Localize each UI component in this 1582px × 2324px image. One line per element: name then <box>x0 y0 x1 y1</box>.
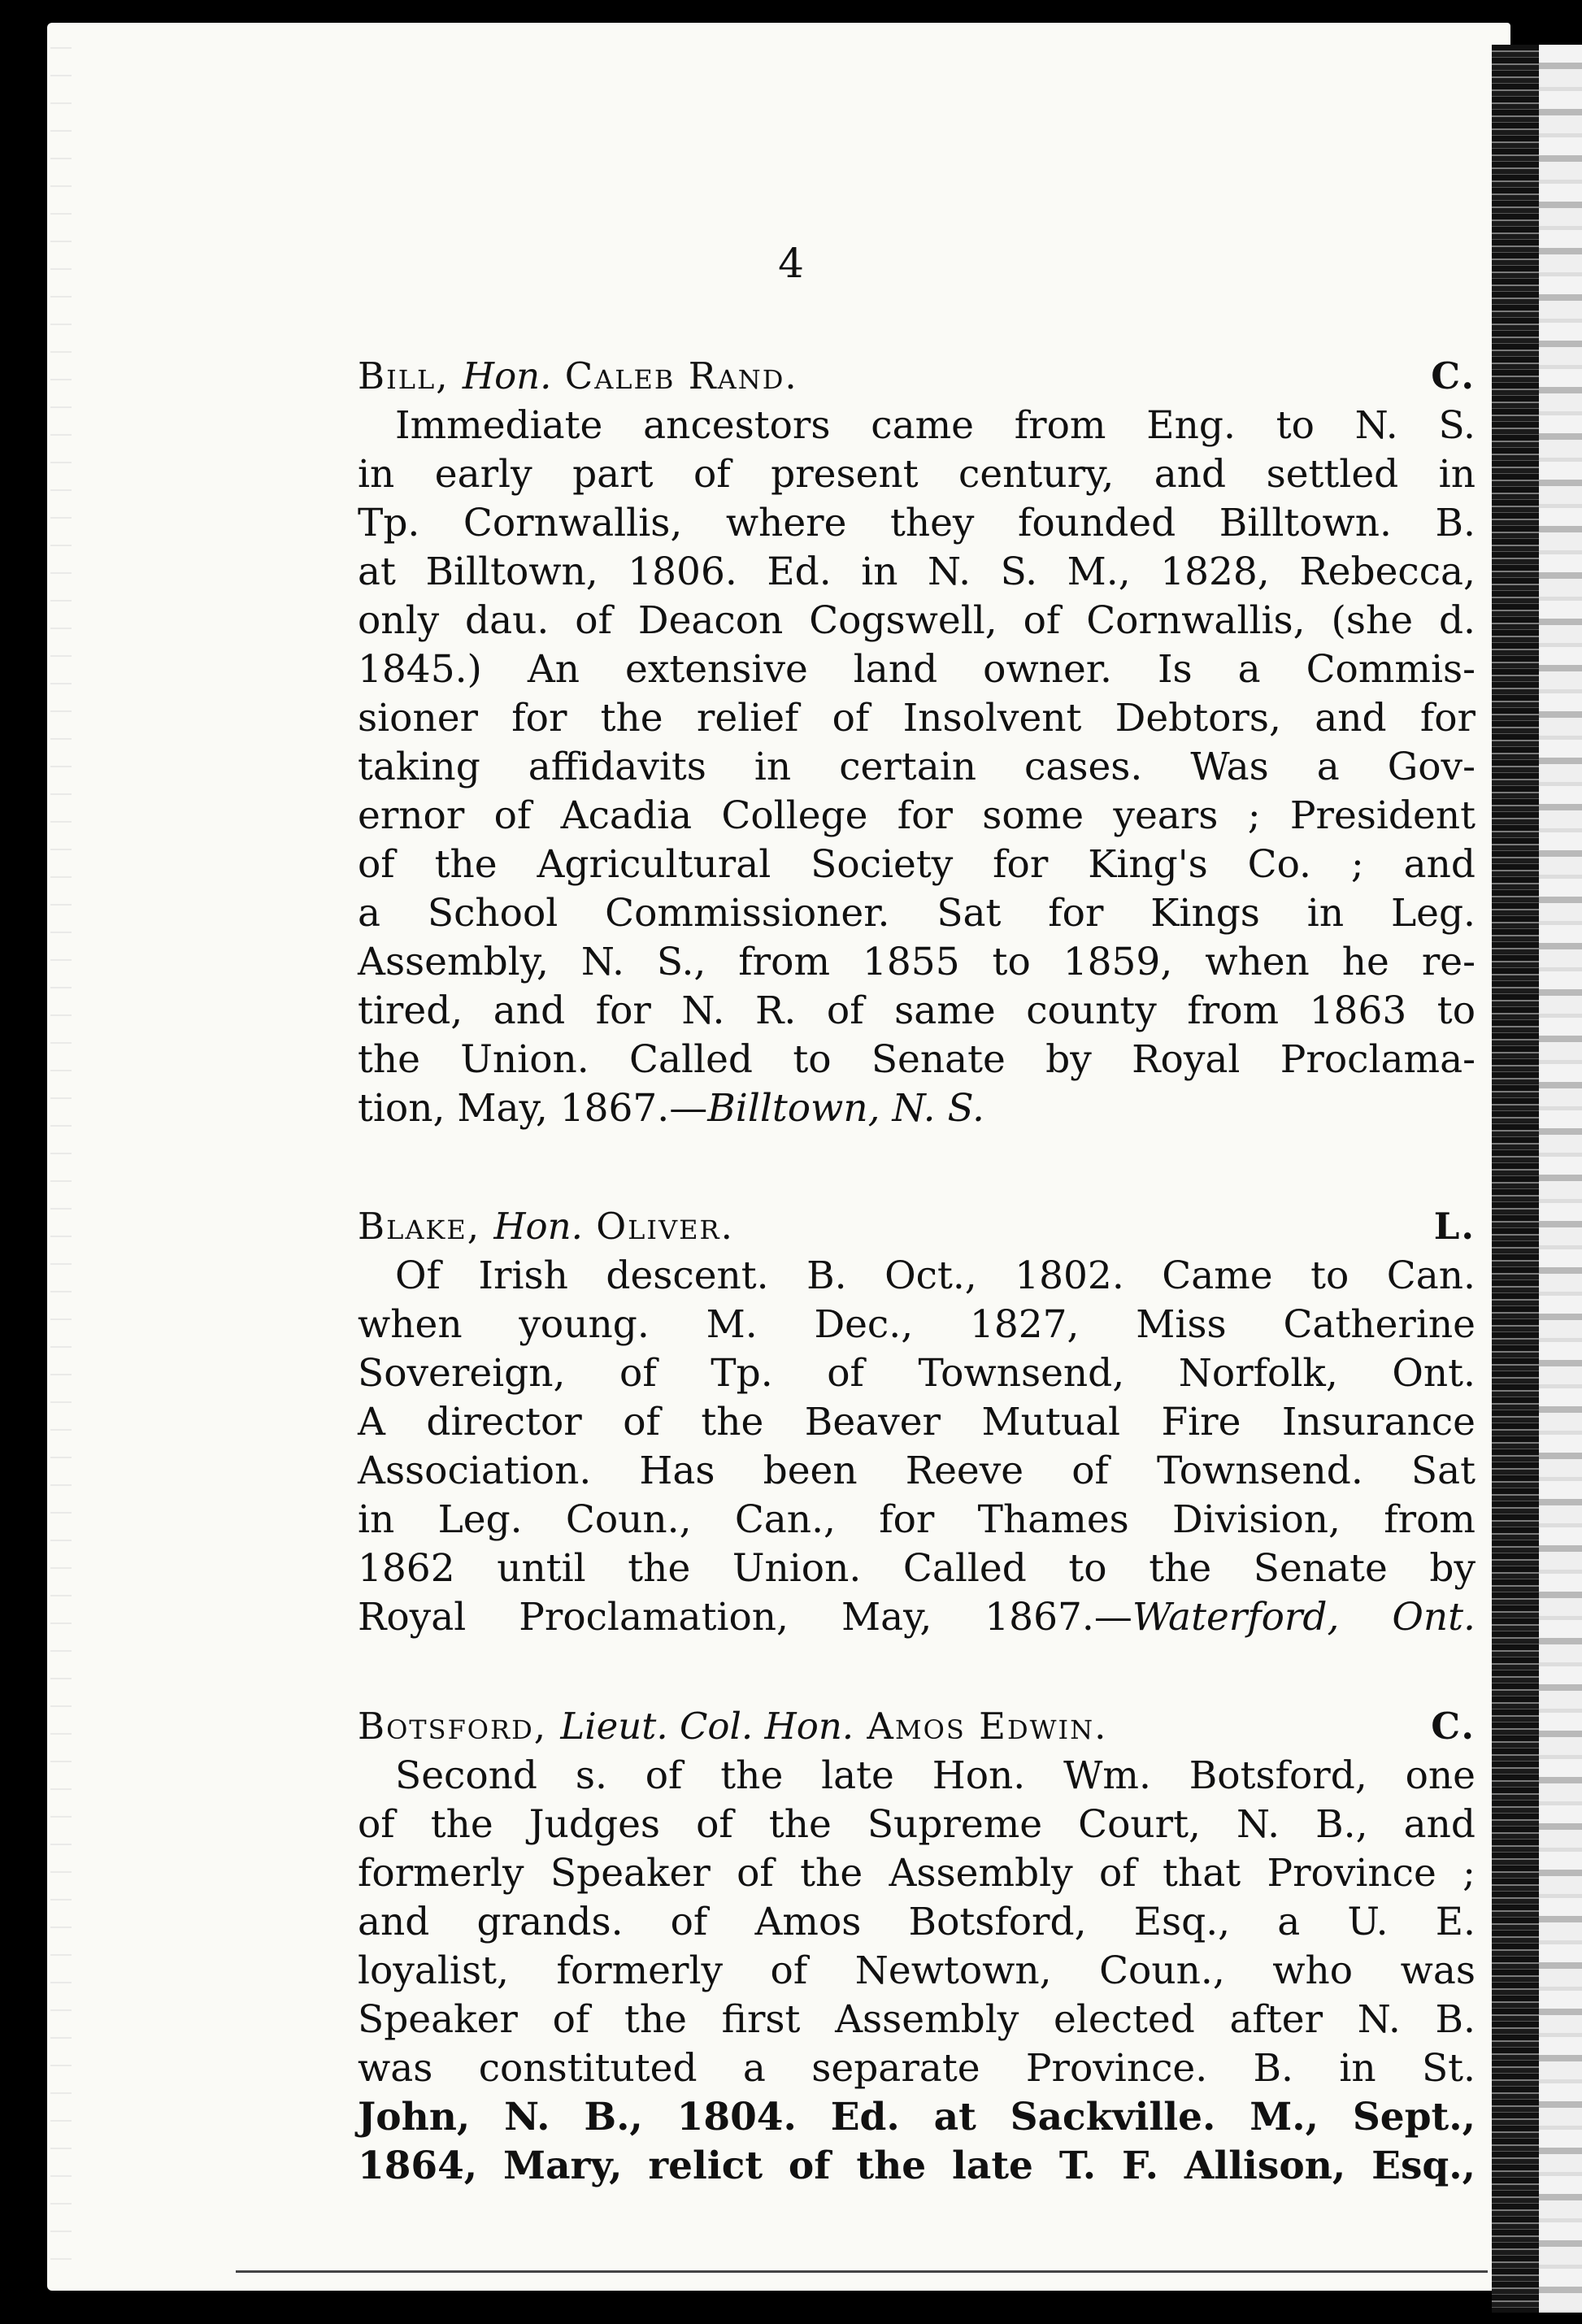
text-line: 1864, Mary, relict of the late T. F. Allison, Esq., <box>358 2144 1476 2188</box>
entry-blake <box>358 1201 1476 1642</box>
text-line: Association. Has been Reeve of Townsend. Sat <box>358 1449 1476 1493</box>
text-line: Of Irish descent. B. Oct., 1802. Came to Can. <box>395 1253 1476 1298</box>
entry-title: Hon. <box>462 354 552 397</box>
text-line: taking affidavits in certain cases. Was a Gov- <box>358 745 1476 789</box>
entry-botsford <box>358 1701 1476 2191</box>
page-stack-edge <box>1492 45 1582 2313</box>
entry-surname: Blake, <box>358 1205 480 1248</box>
text-line: only dau. of Deacon Cogswell, of Cornwallis, (she d. <box>358 598 1476 643</box>
entry-given-names: Caleb Rand. <box>564 354 798 397</box>
binding-gutter <box>50 33 72 2276</box>
text-line: 1862 until the Union. Called to the Senate by <box>358 1546 1476 1591</box>
text-line: A director of the Beaver Mutual Fire Insurance <box>358 1400 1476 1444</box>
text-line: and grands. of Amos Botsford, Esq., a U. E. <box>358 1900 1476 1944</box>
party-affiliation: C. <box>1431 354 1476 397</box>
entry-given-names: Oliver. <box>596 1205 734 1248</box>
text-fragment: Royal Proclamation, May, 1867.— <box>358 1595 1132 1640</box>
text-line: was constituted a separate Province. B. in St. <box>358 2046 1476 2091</box>
text-line: at Billtown, 1806. Ed. in N. S. M., 1828, Rebecca, <box>358 550 1476 594</box>
text-line: ernor of Acadia College for some years ; President <box>358 793 1476 838</box>
text-line: formerly Speaker of the Assembly of that Province ; <box>358 1851 1476 1896</box>
text-line: Assembly, N. S., from 1855 to 1859, when he re- <box>358 940 1476 984</box>
text-line: a School Commissioner. Sat for Kings in Leg. <box>358 891 1476 936</box>
text-line: Second s. of the late Hon. Wm. Botsford, one <box>395 1753 1476 1798</box>
text-line: sioner for the relief of Insolvent Debtors, and for <box>358 696 1476 741</box>
bottom-rule <box>236 2270 1488 2273</box>
text-line <box>358 1084 1476 1133</box>
entry-title: Hon. <box>493 1205 583 1248</box>
entry-surname: Bill, <box>358 354 450 397</box>
text-line: Tp. Cornwallis, where they founded Billtown. B. <box>358 501 1476 545</box>
page-number: 4 <box>778 240 804 287</box>
text-line: of the Judges of the Supreme Court, N. B., and <box>358 1802 1476 1847</box>
entry-title: Lieut. Col. Hon. <box>560 1705 854 1748</box>
text-line: of the Agricultural Society for King's Co. ; and <box>358 842 1476 887</box>
text-line: in Leg. Coun., Can., for Thames Division, from <box>358 1497 1476 1542</box>
residence: Waterford, Ont. <box>1132 1595 1476 1640</box>
text-line: tired, and for N. R. of same county from 1863 to <box>358 988 1476 1033</box>
next-page-edge <box>1539 45 1582 2313</box>
text-line: Speaker of the first Assembly elected after N. B. <box>358 1997 1476 2042</box>
entry-heading <box>358 1701 1476 1752</box>
entry-given-names: Amos Edwin. <box>867 1705 1108 1748</box>
entry-surname: Botsford, <box>358 1705 548 1748</box>
text-line: loyalist, formerly of Newtown, Coun., who was <box>358 1948 1476 1993</box>
party-affiliation: C. <box>1431 1705 1476 1748</box>
text-line: Immediate ancestors came from Eng. to N. S. <box>395 403 1476 448</box>
text-line: 1845.) An extensive land owner. Is a Commis- <box>358 647 1476 692</box>
text-line: John, N. B., 1804. Ed. at Sackville. M., Sept., <box>358 2095 1476 2139</box>
text-line: Sovereign, of Tp. of Townsend, Norfolk, Ont. <box>358 1351 1476 1396</box>
text-fragment: tion, May, 1867.— <box>358 1086 708 1131</box>
entry-bill <box>358 351 1476 1133</box>
text-line <box>358 1593 1476 1642</box>
text-line: the Union. Called to Senate by Royal Proclama- <box>358 1037 1476 1082</box>
text-line: in early part of present century, and settled in <box>358 452 1476 497</box>
entry-heading <box>358 351 1476 402</box>
party-affiliation: L. <box>1433 1205 1476 1248</box>
residence: Billtown, N. S. <box>707 1086 984 1131</box>
text-line: when young. M. Dec., 1827, Miss Catherine <box>358 1302 1476 1347</box>
entry-heading <box>358 1201 1476 1252</box>
